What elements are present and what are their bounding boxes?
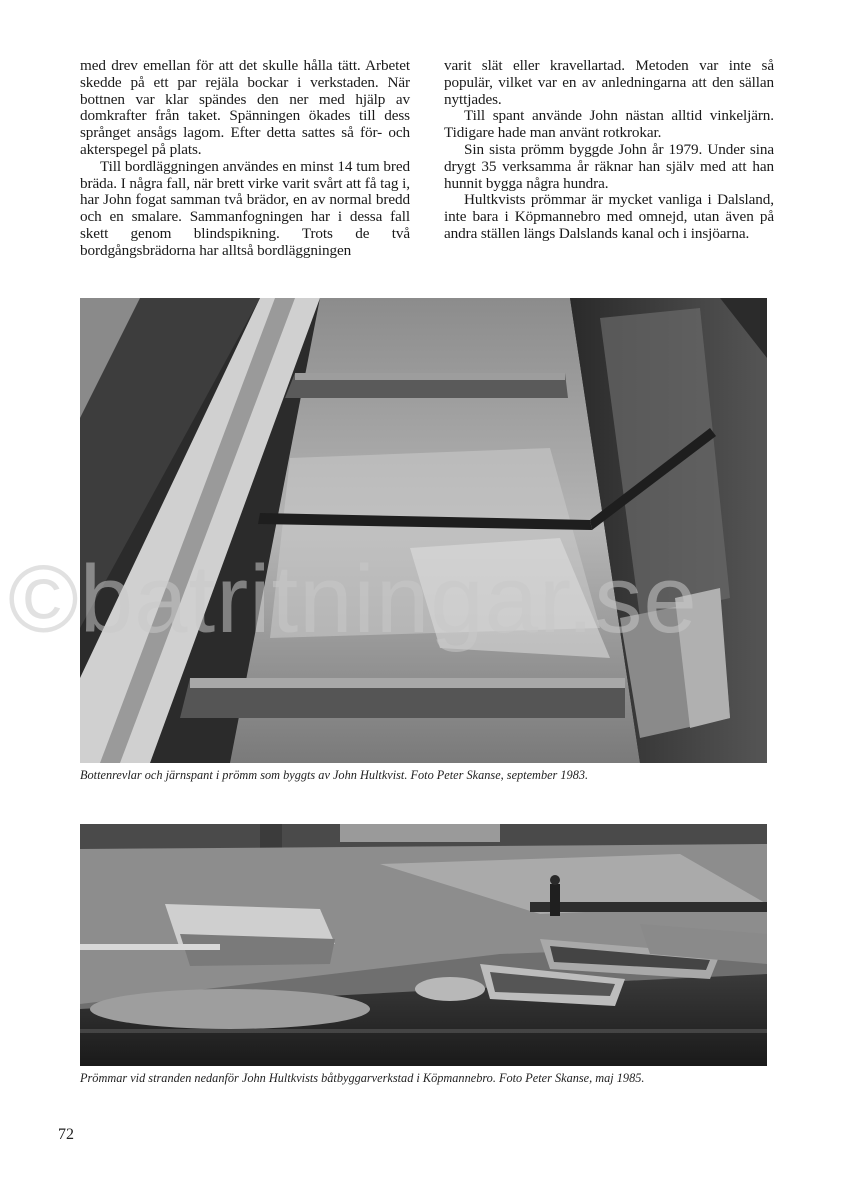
text-column-right <box>444 58 774 243</box>
text-column-left <box>80 58 410 260</box>
paragraph: varit slät eller kravellartad. Metoden var inte så populär, vilket var en av anledningarna att den sällan nyttjades. <box>444 57 774 108</box>
paragraph: Hultkvists prömmar är mycket vanliga i Dalsland, inte bara i Köpmannebro med omnejd, utan även på andra ställen längs Dalslands kanal och i insjöarna. <box>444 191 774 242</box>
page-number: 72 <box>58 1126 74 1143</box>
photo-shore-punts <box>80 824 767 1066</box>
photo-caption: Bottenrevlar och järnspant i prömm som byggts av John Hultkvist. Foto Peter Skanse, september 1983. <box>80 768 589 782</box>
photo-punt-interior-image <box>80 298 767 763</box>
photo-caption: Prömmar vid stranden nedanför John Hultkvists båtbyggarverkstad i Köpmannebro. Foto Peter Skanse, maj 1985. <box>80 1071 645 1085</box>
photo-punt-interior <box>80 298 767 763</box>
paragraph: Sin sista prömm byggde John år 1979. Under sina drygt 35 verksamma år räknar han själv med att han hunnit bygga några hundra. <box>444 140 774 192</box>
photo-shore-punts-image <box>80 824 767 1066</box>
paragraph: Till bordläggningen användes en minst 14 tum bred bräda. I några fall, när brett virke varit svårt att få tag i, har John fogat samman två brädor, en av normal bredd och en smalare. Sammanfogningen har i dessa fall skett genom blindspikning. Trots de två bordgångsbrädorna har alltså bordläggningen <box>80 157 410 259</box>
paragraph: med drev emellan för att det skulle hålla tätt. Arbetet skedde på ett par rejäla bockar i verkstaden. När bottnen var klar spändes den ner med hjälp av domkrafter från taket. Spänningen ökades till dess språnget ansågs lagom. Efter detta sattes så för- och akterspegel på plats. <box>80 57 410 158</box>
paragraph: Till spant använde John nästan alltid vinkeljärn. Tidigare hade man använt rotkrokar. <box>444 107 774 142</box>
copyright-watermark: ©batritningar.se <box>8 546 698 653</box>
